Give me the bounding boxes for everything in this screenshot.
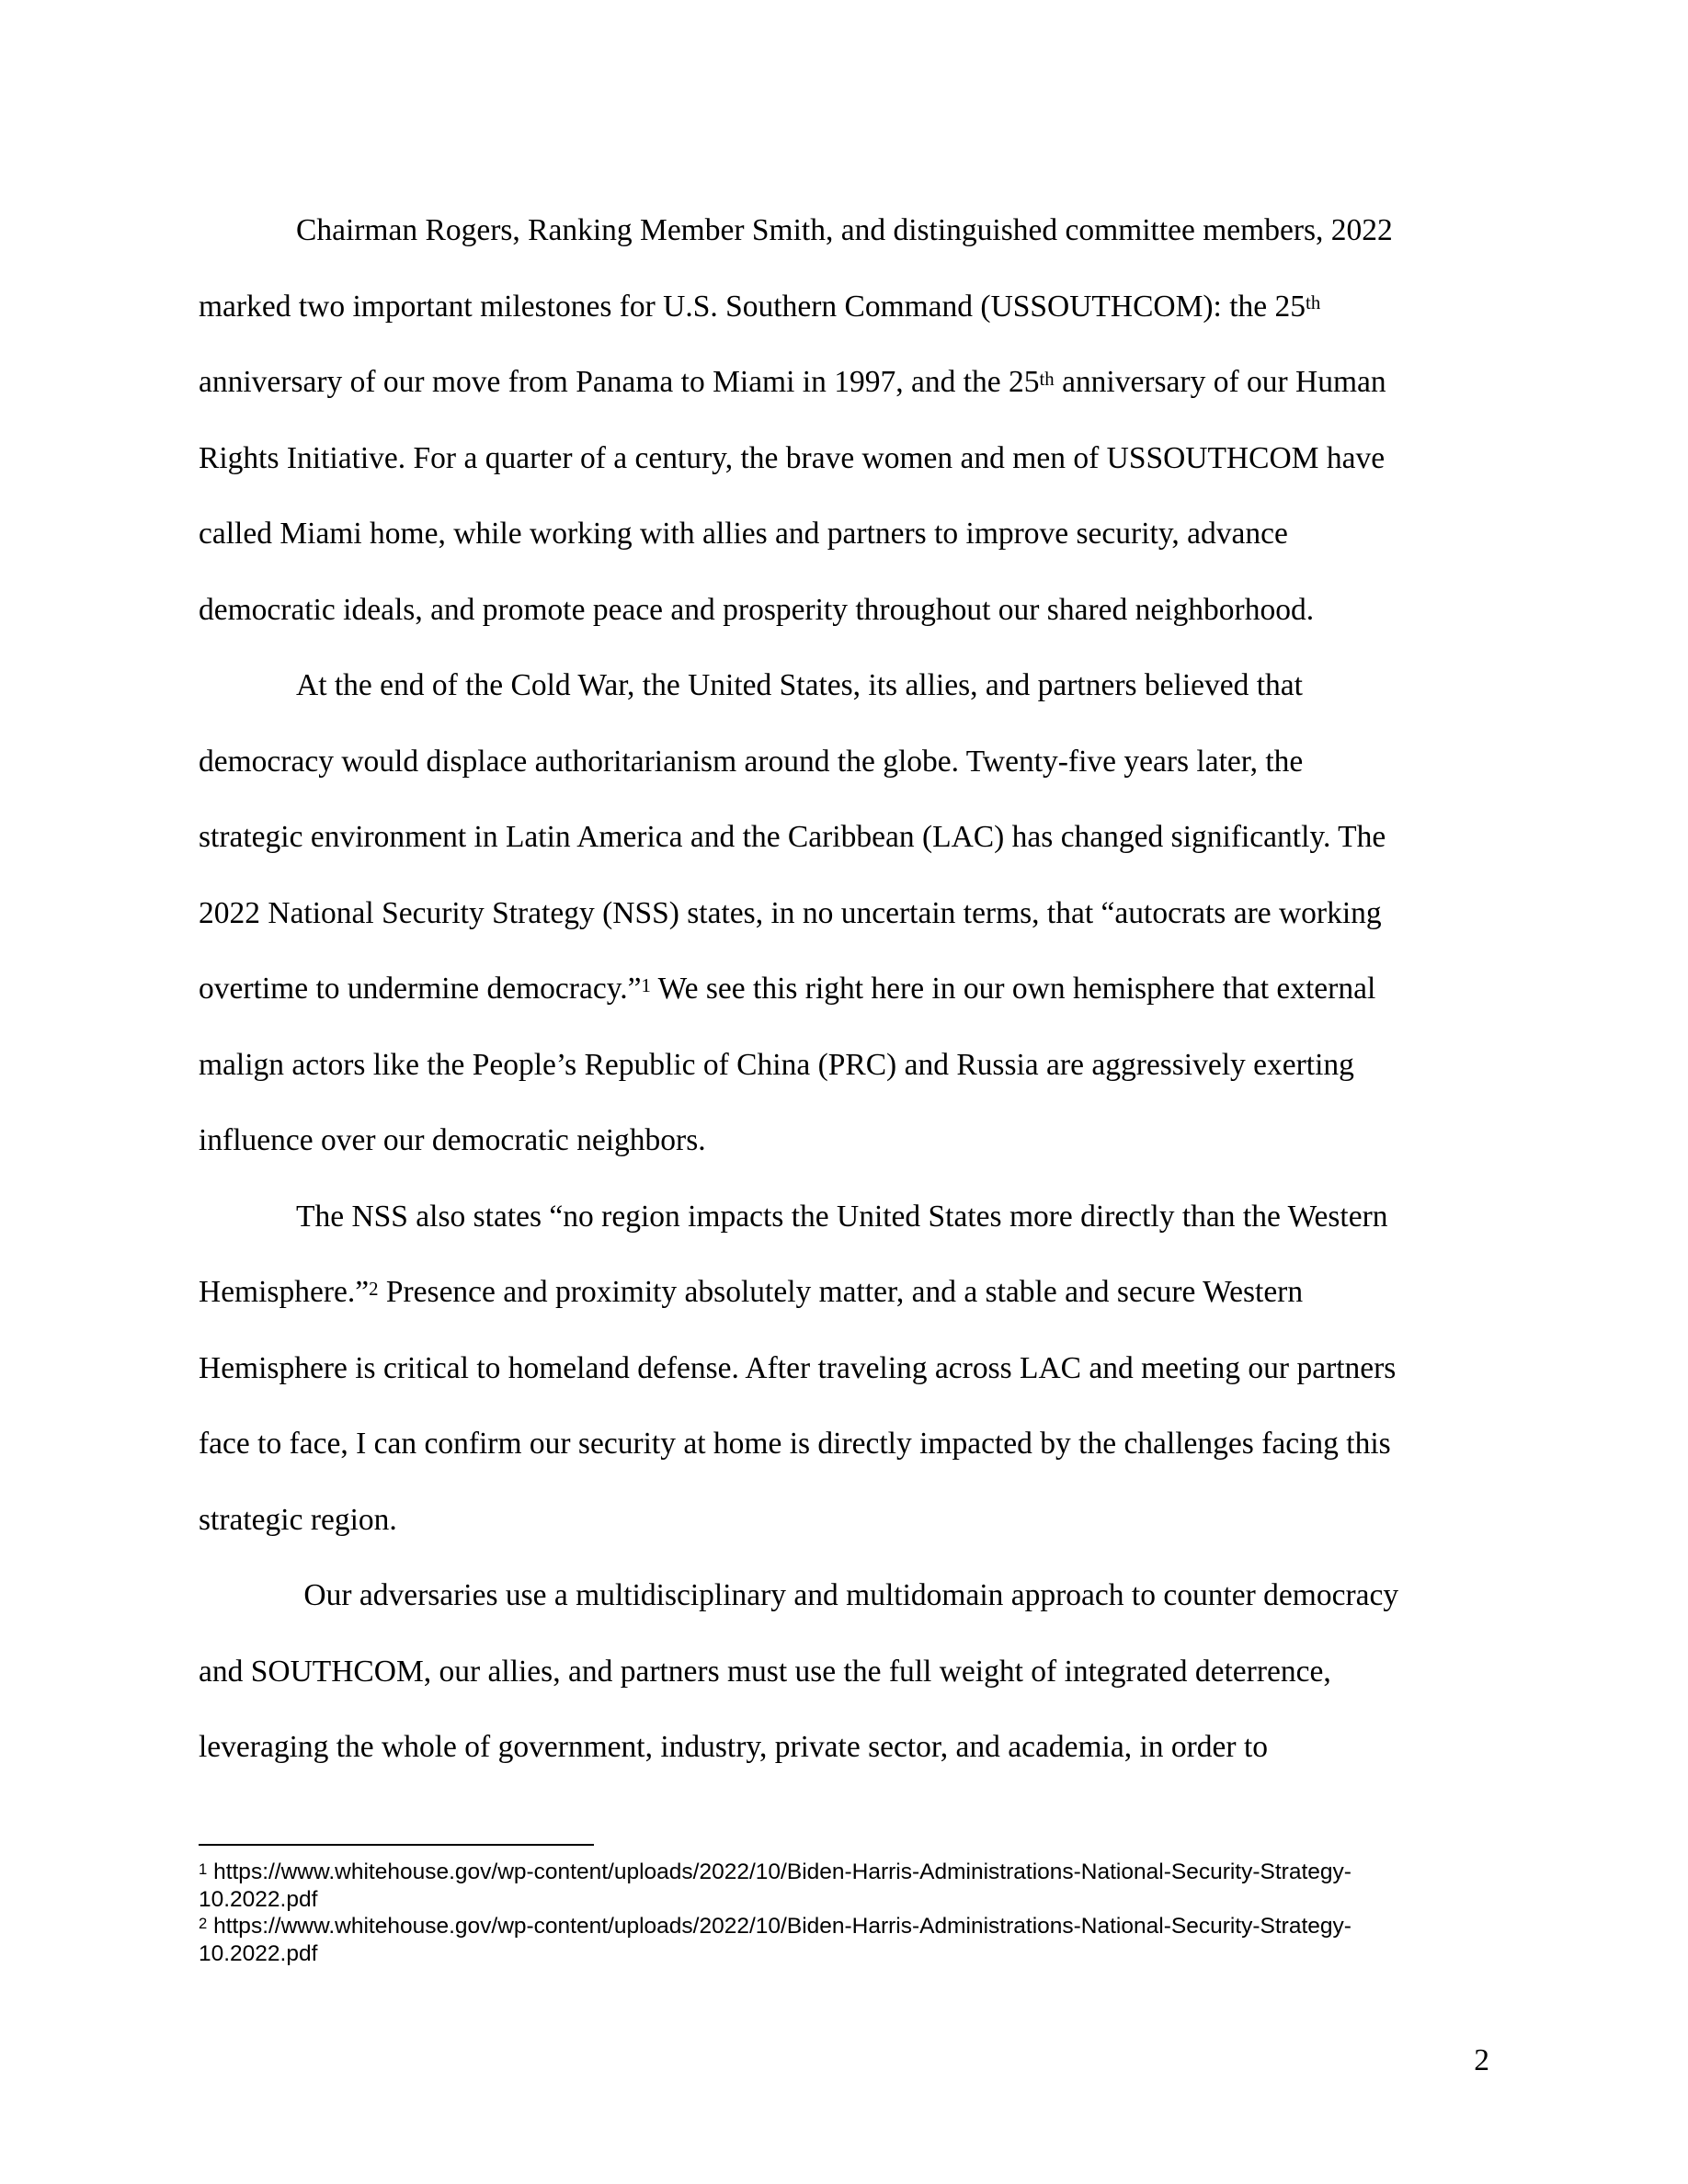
page-number: 2 bbox=[1474, 2043, 1489, 2077]
paragraph-4 bbox=[199, 1558, 1489, 1786]
text-line: anniversary of our move from Panama to Miami in 1997, and the 25th anniversary of our Human bbox=[199, 365, 1386, 399]
footnotes bbox=[199, 1859, 1489, 1967]
footnote-2 bbox=[199, 1913, 1489, 1967]
text-line: face to face, I can confirm our security at home is directly impacted by the challenges facing this bbox=[199, 1427, 1391, 1461]
text-line: Our adversaries use a multidisciplinary and multidomain approach to counter democracy bbox=[296, 1578, 1399, 1612]
footnote-reference: 2 bbox=[369, 1278, 379, 1300]
text-line: democratic ideals, and promote peace and prosperity throughout our shared neighborhood. bbox=[199, 592, 1315, 627]
footnote-link-continued[interactable]: 10.2022.pdf bbox=[199, 1886, 318, 1912]
footnote-link-continued[interactable]: 10.2022.pdf bbox=[199, 1940, 318, 1966]
body-text bbox=[199, 193, 1489, 1786]
text-line: strategic region. bbox=[199, 1502, 397, 1537]
text-line: 2022 National Security Strategy (NSS) states, in no uncertain terms, that “autocrats are working bbox=[199, 895, 1382, 930]
footnote-marker: 2 bbox=[199, 1914, 208, 1932]
text-line: influence over our democratic neighbors. bbox=[199, 1123, 706, 1157]
footnote-reference: 1 bbox=[641, 974, 651, 996]
footnote-marker: 1 bbox=[199, 1860, 208, 1878]
footnote-link[interactable]: https://www.whitehouse.gov/wp-content/uploads/2022/10/Biden-Harris-Administrations-National-Security-Strategy- bbox=[207, 1860, 1352, 1884]
paragraph-1 bbox=[199, 193, 1489, 648]
text-line: leveraging the whole of government, industry, private sector, and academia, in order to bbox=[199, 1730, 1268, 1764]
text-line: called Miami home, while working with allies and partners to improve security, advance bbox=[199, 517, 1288, 551]
text-line: and SOUTHCOM, our allies, and partners must use the full weight of integrated deterrence, bbox=[199, 1654, 1331, 1689]
superscript: th bbox=[1039, 368, 1055, 390]
text-line: At the end of the Cold War, the United States, its allies, and partners believed that bbox=[296, 668, 1303, 702]
text-line: marked two important milestones for U.S. Southern Command (USSOUTHCOM): the 25th bbox=[199, 289, 1321, 324]
text-line: malign actors like the People’s Republic of China (PRC) and Russia are aggressively exerting bbox=[199, 1047, 1354, 1082]
footnote-link[interactable]: https://www.whitehouse.gov/wp-content/uploads/2022/10/Biden-Harris-Administrations-National-Security-Strategy- bbox=[207, 1914, 1352, 1939]
text-line: Rights Initiative. For a quarter of a century, the brave women and men of USSOUTHCOM have bbox=[199, 440, 1386, 475]
footnote-1 bbox=[199, 1859, 1489, 1913]
text-line: strategic environment in Latin America and the Caribbean (LAC) has changed significantly. The bbox=[199, 820, 1386, 854]
text-line: overtime to undermine democracy.”$^1$ We see this right here in our own hemisphere that external bbox=[199, 972, 1376, 1006]
text-line: democracy would displace authoritarianism around the globe. Twenty-five years later, the bbox=[199, 744, 1304, 779]
paragraph-2 bbox=[199, 648, 1489, 1179]
text-line: Hemisphere.”$^2$ Presence and proximity absolutely matter, and a stable and secure Western bbox=[199, 1275, 1304, 1309]
text-line: The NSS also states “no region impacts the United States more directly than the Western bbox=[296, 1199, 1388, 1234]
text-line: Chairman Rogers, Ranking Member Smith, and distinguished committee members, 2022 bbox=[296, 213, 1393, 247]
footnote-separator bbox=[199, 1844, 594, 1846]
paragraph-3 bbox=[199, 1179, 1489, 1559]
superscript: th bbox=[1306, 292, 1321, 314]
text-line: Hemisphere is critical to homeland defense. After traveling across LAC and meeting our partners bbox=[199, 1350, 1397, 1385]
